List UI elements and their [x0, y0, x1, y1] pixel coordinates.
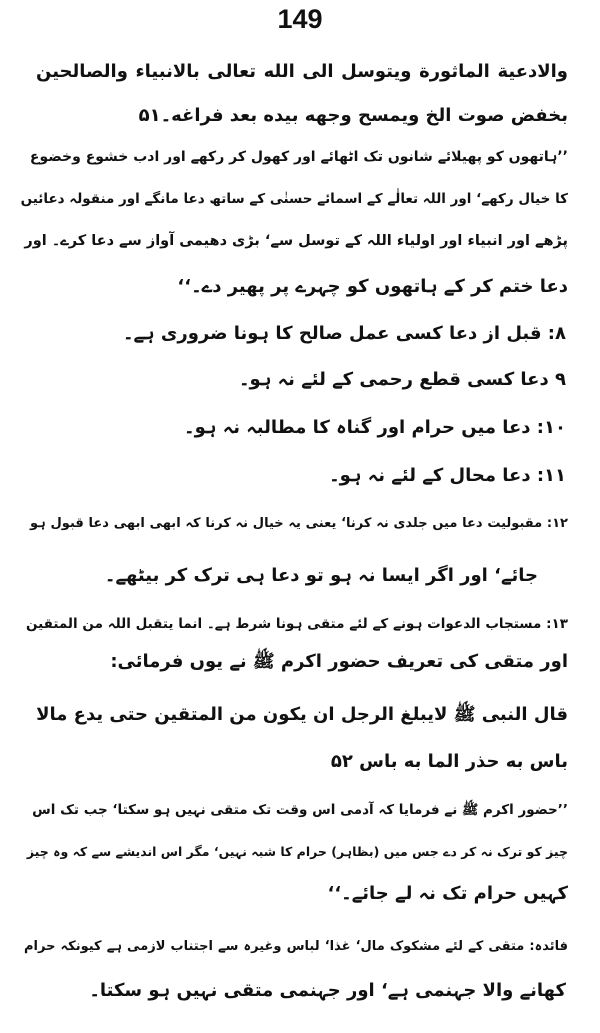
note-line: کھانے والا جہنمی ہے‘ اور جہنمی متقی نہیں ہو سکتا۔ — [89, 980, 566, 1001]
note-line: فائدہ: متقی کے لئے مشکوک مال‘ غذا‘ لباس وغیرہ سے اجتناب لازمی ہے کیونکہ حرام — [24, 939, 568, 954]
list-item-8: ۸: قبل از دعا کسی عمل صالح کا ہونا ضروری ہے۔ — [122, 323, 566, 344]
list-item-13-continued: اور متقی کی تعریف حضور اکرم ﷺ نے یوں فرمائی: — [110, 651, 568, 672]
urdu-text-line: پڑھے اور انبیاء اور اولیاء اللہ کے توسل سے‘ بڑی دھیمی آواز سے دعا کرے۔ اور — [24, 233, 568, 249]
list-item-13: ۱۳: مستجاب الدعوات ہونے کے لئے متقی ہونا شرط ہے۔ انما یتقبل اللہ من المتقین — [26, 616, 568, 632]
list-item-12: ۱۲: مقبولیت دعا میں جلدی نہ کرنا‘ یعنی یہ خیال نہ کرنا کہ ابھی ابھی دعا قبول ہو — [30, 516, 568, 531]
urdu-translation-line: ’’حضور اکرم ﷺ نے فرمایا کہ آدمی اس وقت تک متقی نہیں ہو سکتا‘ جب تک اس — [32, 802, 568, 818]
list-item-10: ۱۰: دعا میں حرام اور گناہ کا مطالبہ نہ ہو۔ — [184, 417, 566, 438]
page-number: 149 — [277, 4, 323, 34]
urdu-translation-line: کہیں حرام تک نہ لے جائے۔‘‘ — [327, 883, 568, 904]
hadith-arabic-line: قال النبی ﷺ لایبلغ الرجل ان یکون من المتقین حتی یدع مالا — [36, 704, 568, 725]
list-item-9: ۹ دعا کسی قطع رحمی کے لئے نہ ہو۔ — [238, 369, 566, 390]
list-item-11: ۱۱: دعا محال کے لئے نہ ہو۔ — [329, 465, 566, 486]
urdu-text-line: دعا ختم کر کے ہاتھوں کو چہرے پر پھیر دے۔‘‘ — [177, 276, 568, 297]
arabic-text-line: بخفض صوت الخ ويمسح وجهه بيده بعد فراغه۔۵۱ — [138, 105, 568, 126]
urdu-text-line: کا خیال رکھے‘ اور اللہ تعالٰے کے اسمائے حسنٰی کے ساتھ دعا مانگے اور منقولہ دعائیں — [20, 191, 568, 207]
urdu-translation-line: چیز کو ترک نہ کر دے جس میں (بظاہر) حرام کا شبہ نہیں‘ مگر اس اندیشے سے کہ وہ چیز — [26, 844, 568, 859]
urdu-text-line: ’’ہاتھوں کو پھیلائے شانوں تک اٹھائے اور کھول کر رکھے اور ادب خشوع وخضوع — [29, 149, 568, 165]
arabic-text-line: والادعية الماثورة ويتوسل الى الله تعالى بالانبياء والصالحين — [36, 61, 568, 82]
hadith-arabic-line: باس به حذر الما به باس ۵۲ — [330, 751, 568, 772]
list-item-12-continued: جائے‘ اور اگر ایسا نہ ہو تو دعا ہی ترک کر بیٹھے۔ — [104, 565, 538, 586]
